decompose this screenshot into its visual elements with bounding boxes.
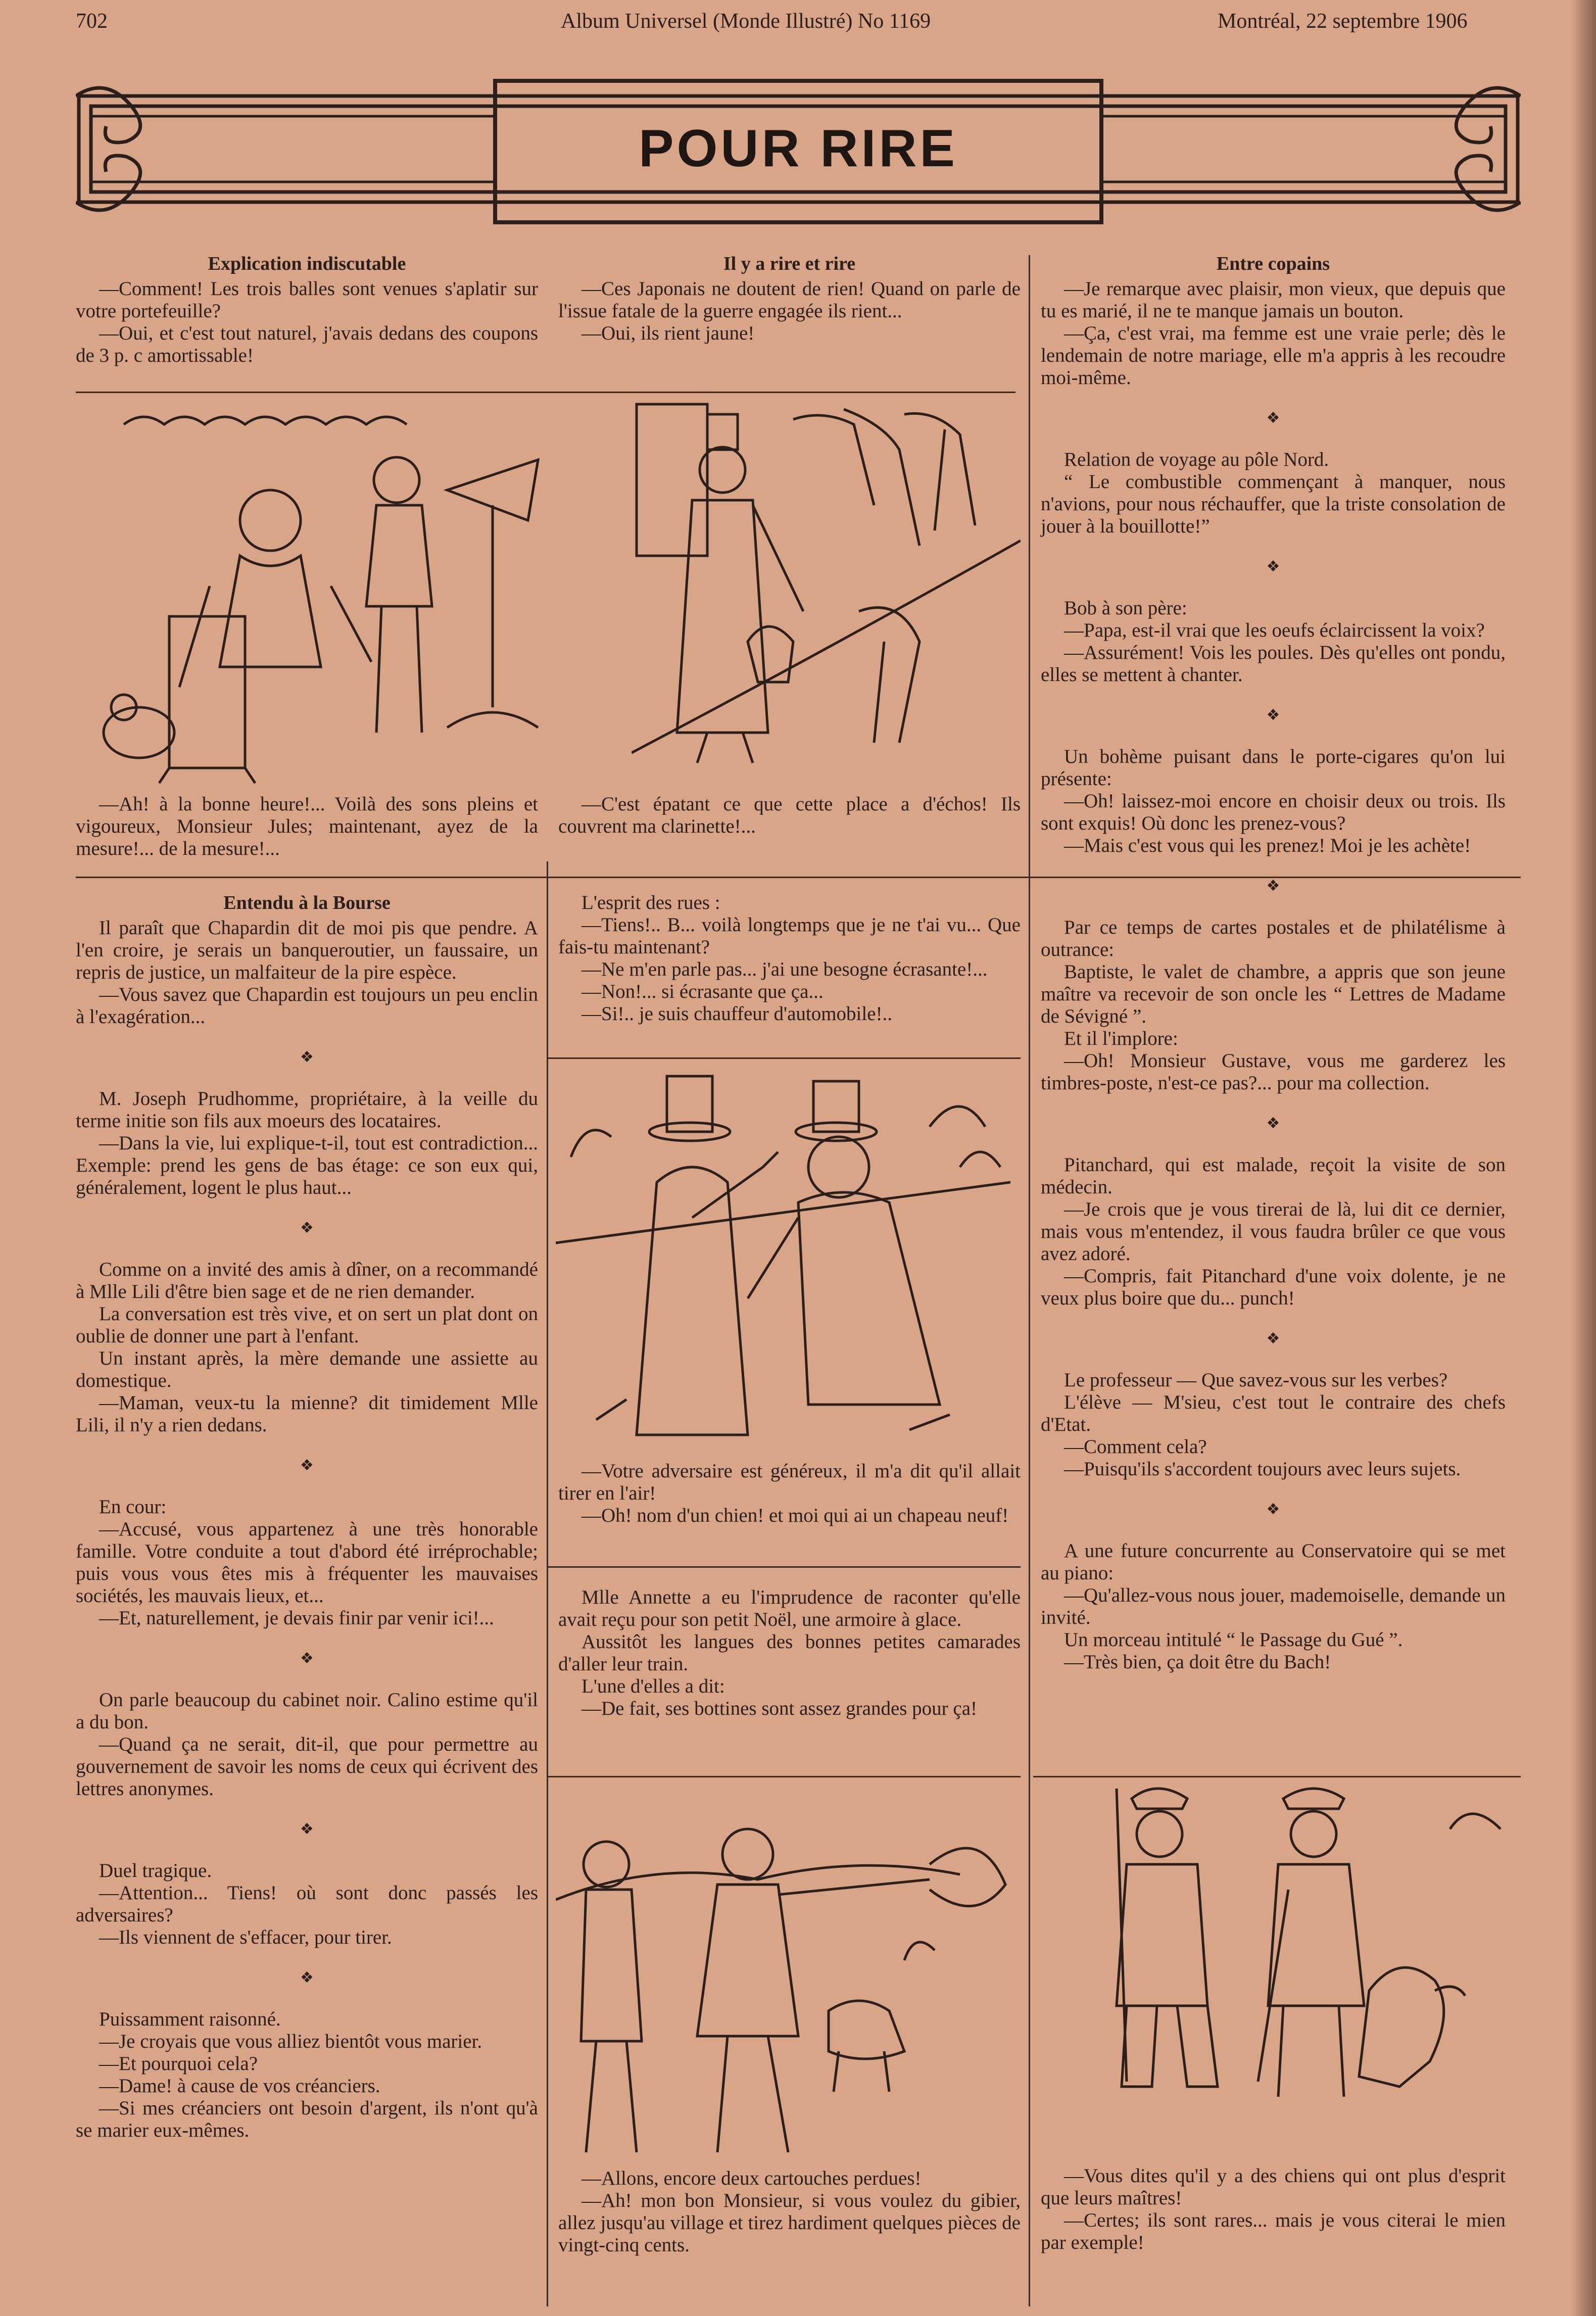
ornament-icon: ❖ bbox=[1266, 707, 1280, 723]
paragraph: —Ne m'en parle pas... j'ai une besogne écrasante!... bbox=[582, 958, 988, 980]
column-2-caption-2 bbox=[558, 1460, 1021, 1527]
paragraph: Comme on a invité des amis à dîner, on a recommandé à Mlle Lili d'être bien sage et de ne rien demander. bbox=[76, 1259, 538, 1302]
paragraph: —Mais c'est vous qui les prenez! Moi je les achète! bbox=[1064, 835, 1471, 856]
paragraph: En cour: bbox=[99, 1496, 167, 1518]
paragraph: Pitanchard, qui est malade, reçoit la visite de son médecin. bbox=[1041, 1154, 1506, 1198]
paragraph: —Accusé, vous appartenez à une très honorable famille. Votre conduite a tout d'abord été irréprochable; puis vous vous êtes mis à fréquenter les mauvaises sociétés, les mauvais lieux, et... bbox=[76, 1518, 538, 1607]
ornament-icon: ❖ bbox=[300, 1821, 314, 1838]
paragraph: Un morceau intitulé “ le Passage du Gué ”. bbox=[1064, 1629, 1403, 1651]
column-1-caption bbox=[76, 793, 538, 860]
column-2-top bbox=[558, 253, 1021, 345]
column-divider bbox=[547, 861, 548, 2306]
paragraph: —Je crois que je vous tirerai de là, lui dit ce dernier, mais vous m'entendez, il vous faudra brûler ce que vous avez adoré. bbox=[1041, 1198, 1506, 1265]
duel-illustration bbox=[556, 1066, 1010, 1455]
paragraph: Et il l'implore: bbox=[1064, 1028, 1178, 1049]
paragraph: —Comment cela? bbox=[1064, 1436, 1207, 1458]
paragraph: —Assurément! Vois les poules. Dès qu'elles ont pondu, elles se mettent à chanter. bbox=[1041, 642, 1506, 686]
paragraph: —Oh! laissez-moi encore en choisir deux ou trois. Ils sont exquis! Où donc les prenez-vous? bbox=[1041, 790, 1506, 834]
paragraph: —De fait, ses bottines sont assez grandes pour ça! bbox=[582, 1698, 978, 1719]
paragraph: —Attention... Tiens! où sont donc passés les adversaires? bbox=[76, 1882, 538, 1926]
paragraph: L'une d'elles a dit: bbox=[582, 1675, 725, 1697]
paragraph: —Comment! Les trois balles sont venues s'aplatir sur votre portefeuille? bbox=[76, 278, 538, 322]
column-1-top bbox=[76, 253, 538, 367]
paragraph: Aussitôt les langues des bonnes petites camarades d'aller leur train. bbox=[558, 1631, 1021, 1675]
illustration-caption: —Allons, encore deux cartouches perdues! bbox=[582, 2167, 922, 2189]
paragraph: —Ça, c'est vrai, ma femme est une vraie perle; dès le lendemain de notre mariage, elle m'a appris à les recoudre moi-même. bbox=[1041, 322, 1506, 389]
ornament-icon: ❖ bbox=[300, 1220, 314, 1236]
paragraph: —Quand ça ne serait, dit-il, que pour permettre au gouvernement de savoir les noms de ceux qui écrivent des lettres anonymes. bbox=[76, 1733, 538, 1800]
paragraph: Mlle Annette a eu l'imprudence de raconter qu'elle avait reçu pour son petit Noël, une armoire à glace. bbox=[558, 1586, 1021, 1630]
section-title: Entendu à la Bourse bbox=[223, 892, 391, 913]
illustration-caption: —Ah! à la bonne heure!... Voilà des sons pleins et vigoureux, Monsieur Jules; maintenant, ayez de la mesure!... de la mesure!... bbox=[76, 793, 538, 859]
paragraph: Un instant après, la mère demande une assiette au domestique. bbox=[76, 1347, 538, 1391]
paragraph: A une future concurrente au Conservatoire qui se met au piano: bbox=[1041, 1540, 1506, 1584]
paragraph: Duel tragique. bbox=[99, 1860, 212, 1881]
paragraph: —Je croyais que vous alliez bientôt vous marier. bbox=[99, 2031, 482, 2052]
column-divider bbox=[1029, 255, 1030, 2306]
column-2-caption-3 bbox=[558, 2167, 1021, 2256]
paragraph: Un bohème puisant dans le porte-cigares qu'on lui présente: bbox=[1041, 746, 1506, 790]
ornament-icon: ❖ bbox=[1266, 410, 1280, 426]
paragraph: M. Joseph Prudhomme, propriétaire, à la veille du terme initie son fils aux moeurs des locataires. bbox=[76, 1088, 538, 1132]
ornament-icon: ❖ bbox=[300, 1969, 314, 1986]
paragraph: —Vous savez que Chapardin est toujours un peu enclin à l'exagération... bbox=[76, 984, 538, 1028]
page-number: 702 bbox=[76, 10, 108, 33]
paragraph: —Oh! Monsieur Gustave, vous me garderez les timbres-poste, n'est-ce pas?... pour ma collection. bbox=[1041, 1050, 1506, 1094]
paragraph: —Et pourquoi cela? bbox=[99, 2053, 258, 2074]
ornament-icon: ❖ bbox=[1266, 1330, 1280, 1347]
paragraph: —Très bien, ça doit être du Bach! bbox=[1064, 1651, 1331, 1673]
violin-lesson-illustration bbox=[93, 404, 548, 788]
paragraph: —Et, naturellement, je devais finir par venir ici!... bbox=[99, 1607, 494, 1629]
illustration-caption: —Votre adversaire est généreux, il m'a dit qu'il allait tirer en l'air! bbox=[558, 1460, 1021, 1504]
paragraph: —Non!... si écrasante que ça... bbox=[582, 981, 824, 1002]
issue-date: Montréal, 22 septembre 1906 bbox=[1218, 10, 1468, 33]
illustration-caption: —Certes; ils sont rares... mais je vous citerai le mien par exemple! bbox=[1041, 2209, 1506, 2253]
horizontal-rule bbox=[1033, 1776, 1521, 1777]
clarinet-player-illustration bbox=[632, 399, 1021, 783]
illustration-caption: —C'est épatant ce que cette place a d'échos! Ils couvrent ma clarinette!... bbox=[558, 793, 1021, 837]
paragraph: —Qu'allez-vous nous jouer, mademoiselle, demande un invité. bbox=[1041, 1584, 1506, 1628]
illustration-caption: —Oh! nom d'un chien! et moi qui ai un chapeau neuf! bbox=[582, 1505, 1009, 1526]
ornament-icon: ❖ bbox=[1266, 1115, 1280, 1132]
paragraph: —Papa, est-il vrai que les oeufs éclaircissent la voix? bbox=[1064, 619, 1485, 641]
illustration-caption: —Ah! mon bon Monsieur, si vous voulez du gibier, allez jusqu'au village et tirez hardiment quelques pièces de vingt-cinq cents. bbox=[558, 2190, 1021, 2256]
publication-line: Album Universel (Monde Illustré) No 1169 bbox=[561, 10, 931, 33]
paragraph: Le professeur — Que savez-vous sur les verbes? bbox=[1064, 1369, 1448, 1391]
column-1-body bbox=[76, 892, 538, 2142]
paragraph: La conversation est très vive, et on sert un plat dont on oublie de donner une part à l'enfant. bbox=[76, 1303, 538, 1347]
paragraph: —Ils viennent de s'effacer, pour tirer. bbox=[99, 1926, 392, 1948]
horizontal-rule bbox=[548, 1776, 1021, 1777]
column-3-body bbox=[1041, 253, 1506, 1673]
paragraph: Puissamment raisonné. bbox=[99, 2008, 281, 2030]
paragraph: “ Le combustible commençant à manquer, nous n'avions, pour nous réchauffer, que la triste consolation de jouer à la bouillotte!” bbox=[1041, 471, 1506, 537]
ornament-icon: ❖ bbox=[1266, 1501, 1280, 1518]
paragraph: —Puisqu'ils s'accordent toujours avec leurs sujets. bbox=[1064, 1458, 1461, 1480]
hunters-and-dog-illustration bbox=[1086, 1778, 1511, 2162]
paragraph: Bob à son père: bbox=[1064, 597, 1187, 619]
paragraph: —Si mes créanciers ont besoin d'argent, ils n'ont qu'à se marier eux-mêmes. bbox=[76, 2097, 538, 2141]
page-title: POUR RIRE bbox=[639, 119, 958, 178]
column-2-caption bbox=[558, 793, 1021, 838]
paragraph: Baptiste, le valet de chambre, a appris que son jeune maître va recevoir de son oncle les “ Lettres de Madame de Sévigné ”. bbox=[1041, 961, 1506, 1027]
ornament-icon: ❖ bbox=[300, 1650, 314, 1667]
paragraph: Relation de voyage au pôle Nord. bbox=[1064, 449, 1329, 470]
section-title: Il y a rire et rire bbox=[723, 253, 856, 274]
paragraph: Par ce temps de cartes postales et de philatélisme à outrance: bbox=[1041, 916, 1506, 960]
section-title: Explication indiscutable bbox=[208, 253, 406, 274]
horizontal-rule bbox=[548, 1057, 1021, 1059]
column-3-caption bbox=[1041, 2165, 1506, 2254]
horizontal-rule bbox=[76, 392, 1015, 393]
paragraph: Il paraît que Chapardin dit de moi pis que pendre. A l'en croire, je serais un banqueroutier, un faussaire, un repris de justice, un malfaiteur de la pire espèce. bbox=[76, 917, 538, 983]
hunters-shooting-illustration bbox=[556, 1799, 1010, 2162]
paragraph: —Tiens!.. B... voilà longtemps que je ne t'ai vu... Que fais-tu maintenant? bbox=[558, 914, 1021, 958]
paragraph: —Dans la vie, lui explique-t-il, tout est contradiction... Exemple: prend les gens de bas étage: ce son eux qui, généralement, logent le plus haut... bbox=[76, 1132, 538, 1198]
section-title: Entre copains bbox=[1216, 253, 1330, 274]
paragraph: —Oui, ils rient jaune! bbox=[582, 322, 755, 344]
column-2-body-2 bbox=[558, 1586, 1021, 1720]
paragraph: L'élève — M'sieu, c'est tout le contraire des chefs d'Etat. bbox=[1041, 1391, 1506, 1435]
column-2-body bbox=[558, 892, 1021, 1025]
ornament-icon: ❖ bbox=[1266, 878, 1280, 894]
horizontal-rule bbox=[548, 1566, 1021, 1568]
illustration-caption: —Vous dites qu'il y a des chiens qui ont plus d'esprit que leurs maîtres! bbox=[1041, 2165, 1506, 2209]
ornament-icon: ❖ bbox=[300, 1457, 314, 1474]
paragraph: —Oui, et c'est tout naturel, j'avais dedans des coupons de 3 p. c amortissable! bbox=[76, 322, 538, 366]
paragraph: —Si!.. je suis chauffeur d'automobile!.. bbox=[582, 1003, 893, 1025]
paragraph: —Dame! à cause de vos créanciers. bbox=[99, 2075, 380, 2097]
page-edge-shadow bbox=[1571, 0, 1596, 2316]
paragraph: L'esprit des rues : bbox=[582, 892, 720, 913]
paragraph: On parle beaucoup du cabinet noir. Calino estime qu'il a du bon. bbox=[76, 1689, 538, 1733]
paragraph: —Je remarque avec plaisir, mon vieux, que depuis que tu es marié, il ne te manque jamais un bouton. bbox=[1041, 278, 1506, 322]
ornament-icon: ❖ bbox=[1266, 558, 1280, 575]
paragraph: —Maman, veux-tu la mienne? dit timidement Mlle Lili, il n'y a rien dedans. bbox=[76, 1392, 538, 1436]
paragraph: —Compris, fait Pitanchard d'une voix dolente, je ne veux plus boire que du... punch! bbox=[1041, 1265, 1506, 1309]
ornament-icon: ❖ bbox=[300, 1049, 314, 1066]
paragraph: —Ces Japonais ne doutent de rien! Quand on parle de l'issue fatale de la guerre engagée ils rient... bbox=[558, 278, 1021, 322]
